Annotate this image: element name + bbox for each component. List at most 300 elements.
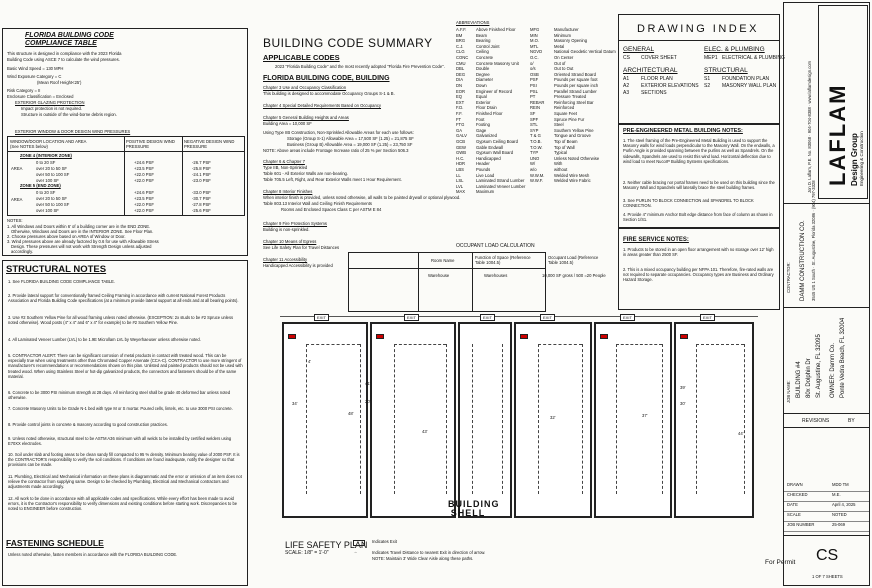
occupant-row-room: Warehouse (428, 273, 450, 278)
job-city: St. Augustine, FL 32095 (816, 334, 822, 398)
structural-note: 2. Provide lateral support for conventionally framed Ceiling Framing in accordance with current National Forest Products Association and Florida Building Code specifications (at a minimum provide lateral support at all ends and at all bearing points). (8, 293, 239, 304)
extinguisher-5 (680, 334, 688, 339)
summary-ch9-text: Building is non-sprinkled. (263, 227, 310, 232)
firm-name: LAFLAM (825, 83, 850, 186)
pressure-header-positive: POSITIVE DESIGN WIND PRESSURE (126, 139, 175, 149)
florida-code-line: This structure is designed in compliance with the 2023 Florida (7, 51, 122, 56)
drawing-index-panel (618, 14, 785, 124)
abbr-meaning: Floor Drain (476, 105, 497, 111)
dim-6: 43' (422, 429, 428, 434)
plan-title: LIFE SAFETY PLAN (285, 540, 368, 550)
structural-index-title: STRUCTURAL (704, 67, 748, 74)
summary-ch5-title: Chapter 5 General Building Heights and Areas (263, 115, 349, 120)
abbr-code: A.F.F. (456, 27, 467, 32)
abbr-meaning: Bearing (476, 38, 491, 44)
abbr-code: o/s (530, 66, 536, 72)
exit-sign-5: EXIT (700, 314, 715, 321)
abbr-meaning: Foot (476, 116, 485, 122)
summary-ch6-title: Chapter 6 & Chapter 7 (263, 159, 305, 164)
abbr-code: LSL (456, 178, 464, 184)
summary-ch8-title: Chapter 8 Interior Finishes (263, 189, 313, 194)
abbr-code: LBS (456, 167, 464, 172)
plan-room-6 (674, 322, 754, 518)
zone4-positive: +24.6 PSF (134, 160, 154, 165)
summary-ch8-line: When interior finish is provided, unless noted otherwise, all walls to be painted drywall or optional plywood. (263, 195, 461, 200)
index-sheet-code: S1 (704, 76, 711, 82)
abbr-meaning: Finished Floor (476, 111, 503, 116)
exit-sign-3: EXIT (540, 314, 555, 321)
florida-notes-title: NOTES: (7, 218, 23, 223)
abbr-code: TYP (530, 150, 539, 156)
structural-note: 3. Use #2 Southern Yellow Pine for all wood framing unless noted otherwise. (EXCEPTION: 2x studs to be #2 Spruce unless noted otherwise). Wood posts (4" x 4" and 6" x 4" for example) to be #2 Southern Yellow Pine. (8, 315, 234, 326)
plan-room-3 (458, 322, 512, 518)
plan-room-2 (370, 322, 456, 518)
abbr-meaning: Pounds per square foot (554, 77, 598, 83)
zone4-negative: -26.7 PSF (192, 160, 211, 165)
elec-title: ELEC. & PLUMBING (704, 46, 765, 53)
travel-legend-text: Indicates Travel Distance to nearest Exit in direction of arrow. (372, 550, 486, 555)
title-block-value: MDD TM (832, 482, 849, 487)
abbreviations-title: ABBREVIATIONS (456, 20, 490, 25)
zone4-positive: +23.5 PSF (134, 166, 154, 171)
fire-note: 2. This is a mixed occupancy building per NFPA 101. Therefore, fire-rated walls are not required to separate occupancies. Occupancy types are Business and Ordinary Hazard Storage. (623, 267, 774, 283)
dim-7: 44' (738, 431, 744, 436)
fire-notes-panel (618, 228, 780, 310)
abbr-code: DBL (456, 66, 465, 72)
zone4-negative: -24.1 PSF (192, 172, 211, 177)
abbr-code: EQ (456, 94, 463, 100)
abbr-code: DEG (456, 71, 466, 77)
exit-legend-icon (353, 540, 365, 546)
index-sheet-name: FLOOR PLAN (641, 76, 673, 82)
pemb-note: 4. Provide 4" minimum Anchor Bolt edge distance from face of column as shown in Section 1/S1. (623, 212, 773, 223)
dim-2: 41' (365, 381, 371, 386)
plan-scale: SCALE: 1/8" = 1'-0" (285, 550, 329, 556)
summary-ch6-line: Type IIB, Non-Sprinkled (263, 165, 308, 170)
abbr-meaning: Minimum (554, 32, 571, 38)
job-label: JOB NAME: (786, 380, 791, 403)
abbr-meaning: Above Finished Floor (476, 27, 516, 32)
abbr-code: LVL (456, 183, 464, 189)
contractor-name: DAMM CONSTRUCTION CO. (800, 220, 806, 301)
structural-note: 11. Plumbing, Electrical and Mechanical information on these plans is diagrammatic and the error or omission of an item does not relieve the contractor from supplying same. Design to be checked by Plumbing, Electrical and Mechanical contractors and adjustments made accordingly. (8, 474, 242, 490)
zone4-area: 0 to 20 SF (36, 160, 56, 165)
sheet-number: CS (816, 547, 839, 564)
summary-ch10-text: See Life Safety Plan for Travel Distances (263, 245, 340, 250)
abbr-code: MIN (530, 32, 538, 38)
abbr-code: HDR (456, 161, 466, 167)
exit-legend-text: Indicates Exit (372, 539, 397, 544)
occupant-header-room: Room Name (431, 258, 455, 263)
abbr-code: REBAR (530, 99, 545, 105)
dim-8: 39' (680, 385, 686, 390)
title-block (783, 2, 870, 586)
abbr-meaning: Masonry Opening (554, 38, 588, 44)
pressure-header-location: WINDOW/DOOR LOCATION AND AREA (See NOTES below) (10, 139, 87, 149)
summary-ch8-line: Table 803.13 Interior Wall and Ceiling Finish Requirements (263, 201, 373, 206)
plan-room-1 (282, 322, 371, 518)
abbr-meaning: Pressure Treated (554, 94, 587, 100)
abbr-code: DIA (456, 77, 463, 83)
abbr-meaning: Typical (554, 150, 568, 156)
abbr-code: W.W.M. (530, 172, 545, 178)
dim-4: 48' (348, 411, 354, 416)
drawing-index-title: DRAWING INDEX (637, 23, 759, 35)
summary-ch5-line: Storage (Group S-1) Allowable Area = 17,500 SF (1.25) = 21,875 SF (287, 136, 414, 141)
abbr-meaning: Pounds per square inch (554, 83, 599, 88)
exit-sign-1: EXIT (314, 314, 329, 321)
abbr-code: BM (456, 32, 463, 38)
abbr-code: H.C. (456, 155, 465, 161)
abbr-code: UNO (530, 155, 540, 161)
dim-10: 37' (642, 413, 648, 418)
florida-note: Design. These pressures will not work with Strength Design unless adjusted (11, 244, 152, 249)
florida-note: 2. Choose pressures above based on AREA of Window or Door. (7, 234, 126, 239)
owner-address: Ponte Vedra Beach, FL 32004 (840, 317, 846, 398)
index-sheet-code: MEP1 (704, 55, 718, 61)
structural-note: 7. Concrete Masonry Units to be Grade N-1 bed with type M or S mortar. Poured cells, lintels, etc. to use 3000 PSI concrete. (8, 406, 233, 411)
abbr-code: REIN (530, 105, 541, 111)
occupant-header-function: Function of Space (Reference Table 1004.5) (475, 255, 531, 265)
dim-9: 30' (680, 401, 686, 406)
florida-code-line: Enclosure Classification = Enclosed (7, 94, 74, 99)
structural-note: 1. See FLORIDA BUILDING CODE COMPLIANCE TABLE. (8, 279, 115, 284)
summary-ch4-title: Chapter 4 Special Detailed Requirements Based on Occupancy (263, 103, 382, 108)
title-block-value: 25-069 (832, 522, 846, 527)
zone5-negative: -25.6 PSF (192, 208, 211, 213)
occupant-table (348, 243, 606, 312)
abbr-meaning: Steel (554, 122, 564, 128)
abbr-meaning: With (554, 161, 563, 167)
building-shell-label: BUILDING SHELL (448, 499, 500, 518)
florida-note: 3. Wind pressures above are already factored by 0.6 for use with Allowable Stress (7, 239, 159, 244)
structural-note: 9. Unless noted otherwise, structural steel to be ASTM A36 minimum with all welds to be installed by certified welders using E70XX electrodes. (8, 436, 232, 447)
abbr-meaning: Laminated Veneer Lumber (476, 183, 526, 189)
extinguisher-4 (600, 334, 608, 339)
zone4-area: over 20 to 50 SF (36, 166, 67, 171)
abbr-meaning: Southern Yellow Pine (554, 127, 594, 133)
zone5-positive: +24.6 PSF (134, 190, 154, 195)
index-sheet-name: FOUNDATION PLAN (722, 76, 770, 82)
zone4-area-label: AREA (11, 166, 23, 171)
abbr-meaning: Engineer of Record (476, 88, 513, 94)
abbr-meaning: Ceiling (476, 49, 489, 55)
florida-code-line: Structure is outside of the wind-borne debris region. (21, 112, 117, 117)
abbr-code: NGVD (530, 49, 543, 55)
index-sheet-name: COVER SHEET (641, 55, 677, 61)
abbr-meaning: Reinforced (554, 105, 575, 111)
summary-ch6-line: Table 705.5 Left, Right, and Rear Exterior Walls meet 1 Hour Requirement. (263, 177, 402, 182)
title-block-label: DATE (787, 502, 798, 507)
occupant-row-function: Warehouses (484, 273, 508, 278)
summary-ch3-title: Chapter 3 Use and Occupancy Classification (263, 85, 347, 90)
pressure-table (7, 136, 245, 216)
abbr-code: SYP (530, 127, 539, 133)
travel-arrow: → (353, 549, 358, 554)
abbr-code: EXT (456, 99, 465, 105)
abbr-code: FTG (456, 122, 465, 128)
florida-code-line: EXTERIOR WINDOW & DOOR DESIGN WIND PRESSURES (15, 129, 131, 134)
contractor-label: CONTRACTOR: (786, 262, 791, 293)
dim-3: 20' (365, 399, 371, 404)
exit-sign-4: EXIT (620, 314, 635, 321)
abbr-code: GEW (456, 144, 467, 150)
general-title: GENERAL (623, 46, 655, 53)
job-address: 80x Dolphin Dr (806, 358, 812, 398)
abbr-meaning: Oriented Strand Board (554, 71, 596, 77)
zone5-positive: +23.5 PSF (134, 196, 154, 201)
zone5-negative: -33.0 PSF (192, 190, 211, 195)
zone5-positive: +22.0 PSF (134, 202, 154, 207)
abbr-meaning: Equal (476, 94, 487, 100)
zone5-area-label: AREA (11, 197, 23, 202)
title-block-label: CHECKED (787, 492, 808, 497)
florida-code-line: Impact protection is not required. (21, 106, 82, 111)
fire-note: 1. Products to be stored in an open floor arrangement with no storage over 12' high in areas greater than 2500 SF. (623, 247, 774, 258)
pemb-title: PRE-ENGINEERED METAL BUILDING NOTES: (623, 128, 743, 134)
abbr-meaning: Reinforcing Steel Bar (554, 99, 594, 105)
zone5-label: ZONE 5 (END ZONE) (20, 183, 61, 188)
applicable-codes-title: APPLICABLE CODES (263, 53, 340, 62)
index-sheet-name: MASONRY WALL PLAN (722, 83, 777, 89)
abbr-meaning: Handicapped (476, 155, 501, 161)
abbr-meaning: Beam (476, 32, 487, 38)
abbr-meaning: Square Feet (554, 111, 578, 116)
plan-room-5 (594, 322, 672, 518)
abbr-code: SPF (530, 116, 539, 122)
abbr-meaning: Laminated Strand Lumber (476, 178, 525, 184)
structural-note: 10. Soil under slab and footing areas to be clean sandy fill compacted to 95 % density. Minimum bearing value of 2000 PSF. It is the CONTRACTOR'S responsibility to verify the soil conditions. If conditions are found inadequate, notify the designer so that provisions can be made. (8, 452, 240, 468)
summary-ch11-title: Chapter 11 Accessibility (263, 257, 308, 262)
florida-code-line: Building Code using ASCE 7 to calculate the wind pressures. (7, 57, 120, 62)
fastening-title: FASTENING SCHEDULE (6, 538, 104, 548)
abbr-meaning: Double (476, 66, 490, 72)
summary-ch9-title: Chapter 9 Fire Protection Systems (263, 221, 328, 226)
abbr-meaning: Gable Endwall (476, 144, 504, 150)
pressure-header-negative: NEGATIVE DESIGN WIND PRESSURE (184, 139, 235, 149)
abbr-meaning: without (554, 167, 568, 172)
occupant-row-load: 10,000 SF gross / 500 =20 People (542, 273, 606, 278)
fastening-text: Unless noted otherwise, fasten members in accordance with the FLORIDA BUILDING CODE. (8, 552, 178, 557)
dim-5: 34' (292, 401, 298, 406)
summary-ch5-line: Business (Group B) Allowable Area = 19,000 SF (1.25) = 23,750 SF (287, 142, 413, 147)
abbr-meaning: Manufacturer (554, 27, 579, 32)
summary-ch5-line: NOTE: Above areas include Frontage Increase ratio of 25 % per Section 506.3 (263, 148, 409, 153)
index-sheet-code: A3 (623, 90, 630, 96)
abbr-meaning: Tongue and Groove (554, 133, 591, 139)
abbr-meaning: Concrete (476, 55, 493, 60)
abbr-code: MTL (530, 43, 539, 49)
florida-code-line: Wind Exposure Category = C (7, 74, 62, 79)
zone5-positive: +22.0 PSF (134, 208, 154, 213)
abbr-code: C.J. (456, 43, 464, 49)
dim-11: 32' (550, 415, 556, 420)
job-name: BUILDING #4 (796, 361, 802, 398)
abbr-code: EOR (456, 88, 466, 94)
abbr-code: MAX (456, 189, 466, 195)
abbr-meaning: Control Joint (476, 43, 500, 49)
abbr-meaning: Down (476, 83, 487, 88)
florida-code-line: Risk Category = II (7, 88, 41, 93)
summary-ch5-area: Building Area = 10,000 SF (263, 121, 312, 126)
abbr-code: OSB (530, 71, 539, 77)
zone4-negative: -23.0 PSF (192, 178, 211, 183)
firm-logo (818, 5, 868, 199)
pemb-note: 1. The steel framing of the Pre-Engineered Metal Building is used to support the Masonry walls for wind loads perpendicular to the Masonry Wall. On the endwalls, a Purlin Angle is provided spanning between the purlins as well as Spandrels. On the sidewalls, Spandrels are used to resist this wind load. Horizontal deflection due to wind load to meet NucorP Building Systems specifications. (623, 138, 775, 164)
exit-sign-6: EXIT (480, 314, 495, 321)
zone5-area: over 20 to 50 SF (36, 196, 67, 201)
abbr-code: LL (456, 172, 461, 178)
title-block-value: M.E. (832, 492, 841, 497)
abbr-meaning: Gypsum Ceiling Board (476, 139, 518, 144)
applicable-codes-text: 2023 "Florida Building Code" and the most recently adopted "Florida Fire Prevention Code". (275, 64, 445, 69)
fire-notes-title: FIRE SERVICE NOTES: (623, 237, 689, 243)
abbr-meaning: Degree (476, 71, 490, 77)
structural-note: 12. All work to be done in accordance with all applicable codes and specifications. While every effort has been made to avoid errors, it is the Contractor's responsibility to verify dimensions and existing conditions before starting work. Discrepancies to be noted to ENGINEER before construction. (8, 496, 237, 512)
firm-info: Jon D. Laflam, P.E. No. 83068 · 904-704-8388 · www.laflamdesign.com (807, 60, 812, 193)
abbr-meaning: Gypsum Wall Board (476, 150, 514, 156)
abbr-meaning: Spruce Pine Fur (554, 116, 585, 122)
abbr-code: PT (530, 94, 536, 100)
abbr-code: T.O.B. (530, 139, 542, 144)
firm-sub: Design Group (850, 133, 859, 186)
abbr-code: T.O.W. (530, 144, 543, 150)
title-block-label: JOB NUMBER (787, 522, 815, 527)
florida-note: Otherwise, Windows and Doors are in the INTERIOR ZONE. See Floor Plan. (11, 229, 154, 234)
abbr-code: F.D. (456, 105, 464, 111)
title-block-value: NOTED (832, 512, 847, 517)
zone5-negative: -27.8 PSF (192, 202, 211, 207)
abbr-code: O.C. (530, 55, 539, 60)
pemb-notes-panel (618, 124, 780, 228)
summary-ch10-title: Chapter 10 Means of Egress (263, 239, 317, 244)
index-sheet-name: ELECTRICAL & PLUMBING (722, 55, 785, 61)
title-block-label: SCALE (787, 512, 801, 517)
owner-name: OWNER: Damm Co. (830, 342, 836, 398)
extinguisher-3 (520, 334, 528, 339)
zone4-area: over 100 SF (36, 178, 59, 183)
abbr-meaning: Top of Wall (554, 144, 575, 150)
abbr-code: FT (456, 116, 462, 122)
abbr-meaning: Footing (476, 122, 490, 128)
structural-note: 5. CONTRACTOR ALERT: There can be significant corrosion of metal products in contact with treated wood. This can be especially true when using treatments other than Chromated Copper Arsenate (CCA-C). CONTRACTOR to use more stringent of manufacturer's recommendations or recommendations shown on this plan. Unlisted and painted products should not be used with treated wood. When using Stainless Steel or hot-dip galvanized products, the connectors and fasteners should be of the same material. (8, 353, 243, 379)
abbr-code: GCB (456, 139, 466, 144)
index-sheet-name: SECTIONS (641, 90, 667, 96)
index-sheet-name: EXTERIOR ELEVATIONS (641, 83, 699, 89)
abbr-meaning: On Center (554, 55, 574, 60)
abbr-meaning: Gage (476, 127, 487, 133)
index-sheet-code: S2 (704, 83, 711, 89)
pemb-note: 3. See PURLIN TO BLOCK CONNECTION and SPANDREL TO BLOCK CONNECTION. (623, 198, 754, 209)
abbr-meaning: Concrete Masonry Unit (476, 60, 519, 66)
abbr-code: MFG (530, 27, 540, 32)
revisions-by: BY (848, 418, 855, 424)
pemb-note: 2. Neither cable bracing nor portal frames need to be used on this building since the Masonry Wall and Spandrels will laterally brace the steel building frames. (623, 180, 775, 191)
for-permit-label: For Permit (765, 559, 796, 566)
zone4-negative: -25.8 PSF (192, 166, 211, 171)
summary-ch6-line: Table 601 - All Exterior Walls are non-bearing. (263, 171, 349, 176)
zone5-negative: -30.7 PSF (192, 196, 211, 201)
abbr-meaning: National Geodetic Vertical Datum (554, 49, 616, 55)
extinguisher-2 (376, 334, 384, 339)
abbr-code: PSL (530, 88, 538, 94)
occupant-table-title: OCCUPANT LOAD CALCULATION (456, 243, 535, 249)
index-sheet-code: CS (623, 55, 630, 61)
abbr-meaning: Welded Wire Fabric (554, 178, 591, 184)
structural-note: 6. Concrete to be 3000 PSI minimum strength at 28 days. All reinforcing steel shall be grade 40 deformed bar unless noted otherwise. (8, 390, 231, 401)
abbr-meaning: Out of (554, 60, 566, 66)
structural-notes-panel (2, 260, 248, 586)
florida-code-title: FLORIDA BUILDING CODE (25, 32, 114, 39)
zone4-area: over 50 to 100 SF (36, 172, 70, 177)
life-safety-plan (276, 314, 760, 524)
abbr-meaning: Pounds (476, 167, 491, 172)
abbr-meaning: Header (476, 161, 490, 167)
florida-code-table (2, 28, 248, 256)
abbr-code: PSI (530, 83, 537, 88)
firm-sub2: Engineering & Construction (859, 131, 864, 186)
abbr-code: PSF (530, 77, 539, 83)
dim-1: 4' (308, 359, 312, 364)
abbr-code: BRG (456, 38, 466, 44)
abbr-code: W/ (530, 161, 536, 167)
abbr-code: o/ (530, 60, 534, 66)
structural-note: 4. All Laminated Veneer Lumber (LVL) to be 1.9E Microllam LVL by Weyerhaeuser unless otherwise noted. (8, 337, 201, 342)
zone4-label: ZONE 4 (INTERIOR ZONE) (20, 153, 72, 158)
sheet-of: 1 OF 7 SHEETS (812, 574, 843, 579)
florida-code-subtitle: COMPLIANCE TABLE (25, 40, 97, 47)
florida-code-line: EXTERIOR GLAZING PROTECTION (15, 100, 85, 105)
fbc-building-title: FLORIDA BUILDING CODE, BUILDING (263, 75, 390, 82)
travel-legend-note: NOTE: Maintain 3' Wide Clear Aisle along these paths. (372, 556, 474, 561)
abbr-meaning: Top of Beam (554, 139, 578, 144)
summary-title: BUILDING CODE SUMMARY (263, 36, 433, 50)
abbr-meaning: Unless Noted Otherwise (554, 155, 600, 161)
abbr-meaning: Welded Wire Mesh (554, 172, 590, 178)
zone5-area: over 50 to 100 SF (36, 202, 70, 207)
abbr-meaning: Parallel Strand Lumber (554, 88, 597, 94)
abbr-meaning: Live Load (476, 172, 495, 178)
occupant-header-load: Occupant Load (Reference Table 1004.5) (548, 255, 599, 265)
extinguisher-1 (288, 334, 296, 339)
abbr-code: GWB (456, 150, 467, 156)
abbr-code: CMU (456, 60, 466, 66)
architectural-title: ARCHITECTURAL (623, 67, 678, 74)
title-block-label: DRAWN (787, 482, 803, 487)
zone5-area: 0 to 20 SF (36, 190, 56, 195)
zone5-area: over 100 SF (36, 208, 59, 213)
abbr-code: W.W.F. (530, 178, 544, 184)
abbr-code: STL (530, 122, 538, 128)
abbr-meaning: Maximum (476, 189, 495, 195)
revisions-label: REVISIONS (802, 418, 830, 424)
exit-sign-2: EXIT (404, 314, 419, 321)
abbr-meaning: Out to Out (554, 66, 574, 72)
index-sheet-code: A1 (623, 76, 630, 82)
summary-ch8-line: Rooms and Enclosed Spaces Class C per ASTM E 84 (281, 207, 382, 212)
zone4-positive: +22.0 PSF (134, 178, 154, 183)
florida-code-line: Basic Wind Speed = 130 MPH (7, 66, 64, 71)
contractor-address: 3545 US 1 South · St. Augustine, Florida 32086 · (904) 797-3328 (811, 180, 816, 301)
florida-note: accordingly. (11, 249, 34, 254)
abbr-meaning: Diameter (476, 77, 493, 83)
abbr-code: F.F. (456, 111, 463, 116)
abbr-meaning: Metal (554, 43, 565, 49)
abbr-code: SF (530, 111, 536, 116)
abbr-meaning: Galvanized (476, 133, 497, 139)
summary-ch3-text: This building is designed to accommodate Occupancy Groups S-1 & B. (263, 91, 395, 96)
abbr-meaning: Exterior (476, 99, 491, 105)
